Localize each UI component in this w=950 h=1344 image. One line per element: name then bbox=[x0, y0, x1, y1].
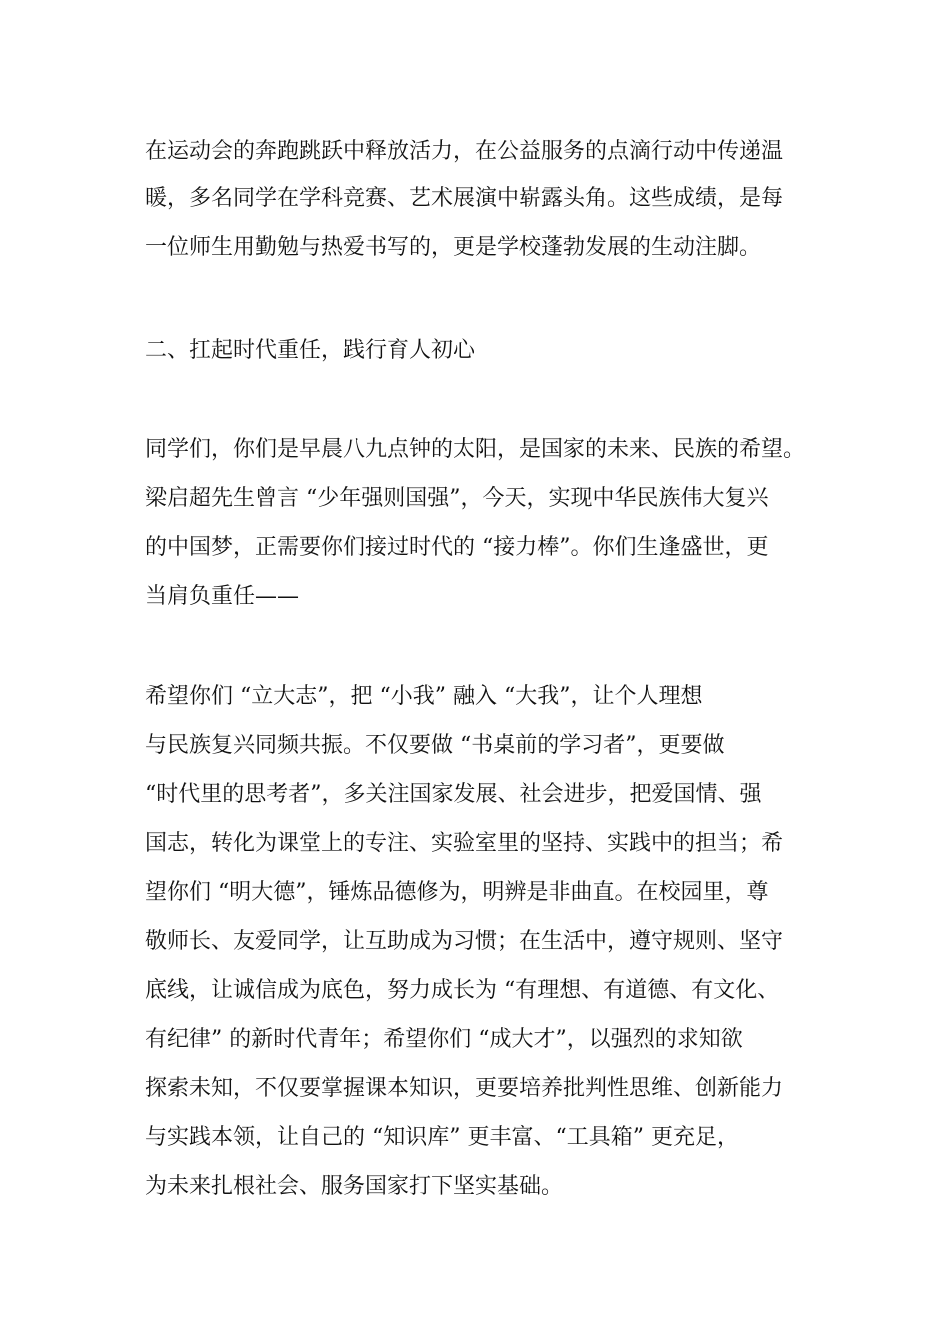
paragraph-3-line-2: 与民族复兴同频共振。不仅要做 “书桌前的学习者”，更要做 bbox=[145, 733, 725, 758]
paragraph-1-line-2: 暖，多名同学在学科竞赛、艺术展演中崭露头角。这些成绩，是每 bbox=[145, 186, 784, 211]
paragraph-3-line-6: 敬师长、友爱同学，让互助成为习惯；在生活中，遵守规则、坚守 bbox=[145, 929, 784, 954]
paragraph-3-line-9: 探索未知，不仅要掌握课本知识，更要培养批判性思维、创新能力 bbox=[145, 1076, 784, 1101]
paragraph-2-line-1: 同学们，你们是早晨八九点钟的太阳，是国家的未来、民族的希望。 bbox=[145, 437, 806, 462]
paragraph-2-line-4: 当肩负重任—— bbox=[145, 584, 300, 609]
paragraph-3-line-10: 与实践本领，让自己的 “知识库” 更丰富、“工具箱” 更充足， bbox=[145, 1125, 739, 1150]
paragraph-3-line-4: 国志，转化为课堂上的专注、实验室里的坚持、实践中的担当；希 bbox=[145, 831, 784, 856]
paragraph-3-line-8: 有纪律” 的新时代青年；希望你们 “成大才”，以强烈的求知欲 bbox=[145, 1027, 743, 1052]
paragraph-3-line-7: 底线，让诚信成为底色，努力成长为 “有理想、有道德、有文化、 bbox=[145, 978, 780, 1003]
paragraph-1-line-3: 一位师生用勤勉与热爱书写的，更是学校蓬勃发展的生动注脚。 bbox=[145, 235, 762, 260]
section-heading-2: 二、扛起时代重任，践行育人初心 bbox=[145, 338, 476, 363]
paragraph-2-line-3: 的中国梦，正需要你们接过时代的 “接力棒”。你们生逢盛世，更 bbox=[145, 535, 769, 560]
paragraph-3-line-5: 望你们 “明大德”，锤炼品德修为，明辨是非曲直。在校园里，尊 bbox=[145, 880, 769, 905]
paragraph-2-line-2: 梁启超先生曾言 “少年强则国强”，今天，实现中华民族伟大复兴 bbox=[145, 486, 769, 511]
paragraph-1-line-1: 在运动会的奔跑跳跃中释放活力，在公益服务的点滴行动中传递温 bbox=[145, 139, 784, 164]
paragraph-3-line-3: “时代里的思考者”，多关注国家发展、社会进步，把爱国情、强 bbox=[145, 782, 762, 807]
paragraph-3-line-11: 为未来扎根社会、服务国家打下坚实基础。 bbox=[145, 1174, 564, 1199]
paragraph-3-line-1: 希望你们 “立大志”，把 “小我” 融入 “大我”，让个人理想 bbox=[145, 684, 703, 709]
